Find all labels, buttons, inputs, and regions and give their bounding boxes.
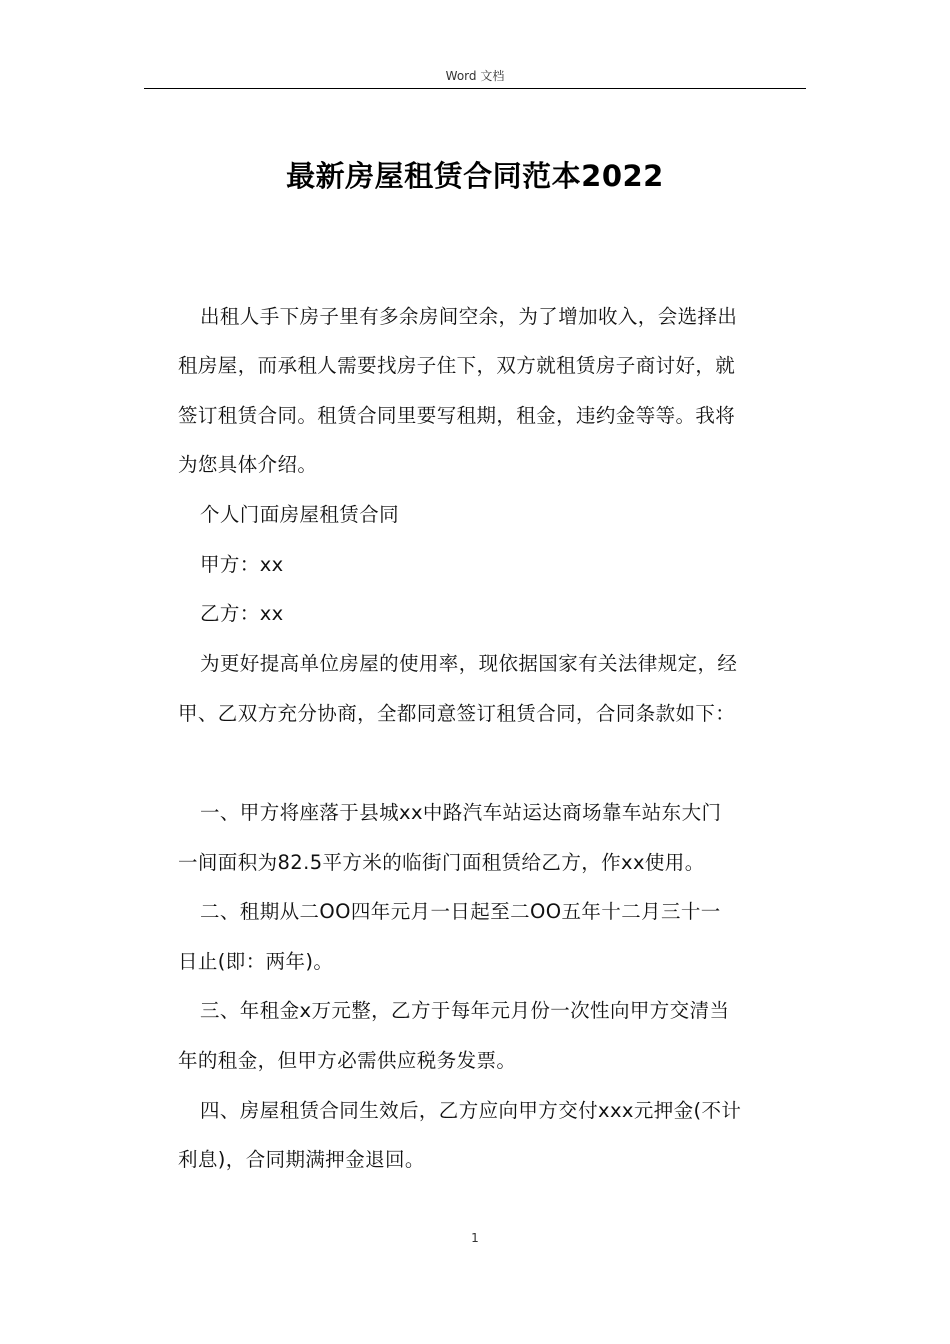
page-number: 1 bbox=[471, 1231, 479, 1245]
body-line: 二、租期从二OO四年元月一日起至二OO五年十二月三十一 bbox=[200, 900, 721, 923]
body-line: 一、甲方将座落于县城xx中路汽车站运达商场靠车站东大门 bbox=[200, 801, 722, 824]
body-line: 年的租金，但甲方必需供应税务发票。 bbox=[178, 1049, 517, 1072]
body-line: 个人门面房屋租赁合同 bbox=[200, 503, 400, 526]
body-line: 三、年租金x万元整，乙方于每年元月份一次性向甲方交清当 bbox=[200, 999, 730, 1022]
body-line: 签订租赁合同。租赁合同里要写租期，租金，违约金等等。我将 bbox=[178, 404, 736, 427]
body-line: 甲、乙双方充分协商，全都同意签订租赁合同，合同条款如下： bbox=[178, 702, 736, 725]
body-line: 利息)，合同期满押金退回。 bbox=[178, 1148, 425, 1171]
body-line: 为您具体介绍。 bbox=[178, 453, 318, 476]
document-title: 最新房屋租赁合同范本2022 bbox=[286, 159, 664, 193]
document-header-label: Word 文档 bbox=[445, 69, 505, 83]
body-line: 出租人手下房子里有多余房间空余，为了增加收入，会选择出 bbox=[200, 305, 738, 328]
body-line: 乙方：xx bbox=[200, 602, 284, 625]
body-line: 日止(即：两年)。 bbox=[178, 950, 334, 973]
document-body bbox=[178, 0, 802, 1200]
body-line: 四、房屋租赁合同生效后，乙方应向甲方交付xxx元押金(不计 bbox=[200, 1099, 742, 1122]
body-line: 为更好提高单位房屋的使用率，现依据国家有关法律规定，经 bbox=[200, 652, 738, 675]
body-line: 甲方：xx bbox=[200, 553, 284, 576]
body-line: 一间面积为82.5平方米的临街门面租赁给乙方，作xx使用。 bbox=[178, 851, 705, 874]
body-line: 租房屋，而承租人需要找房子住下，双方就租赁房子商讨好，就 bbox=[178, 354, 736, 377]
